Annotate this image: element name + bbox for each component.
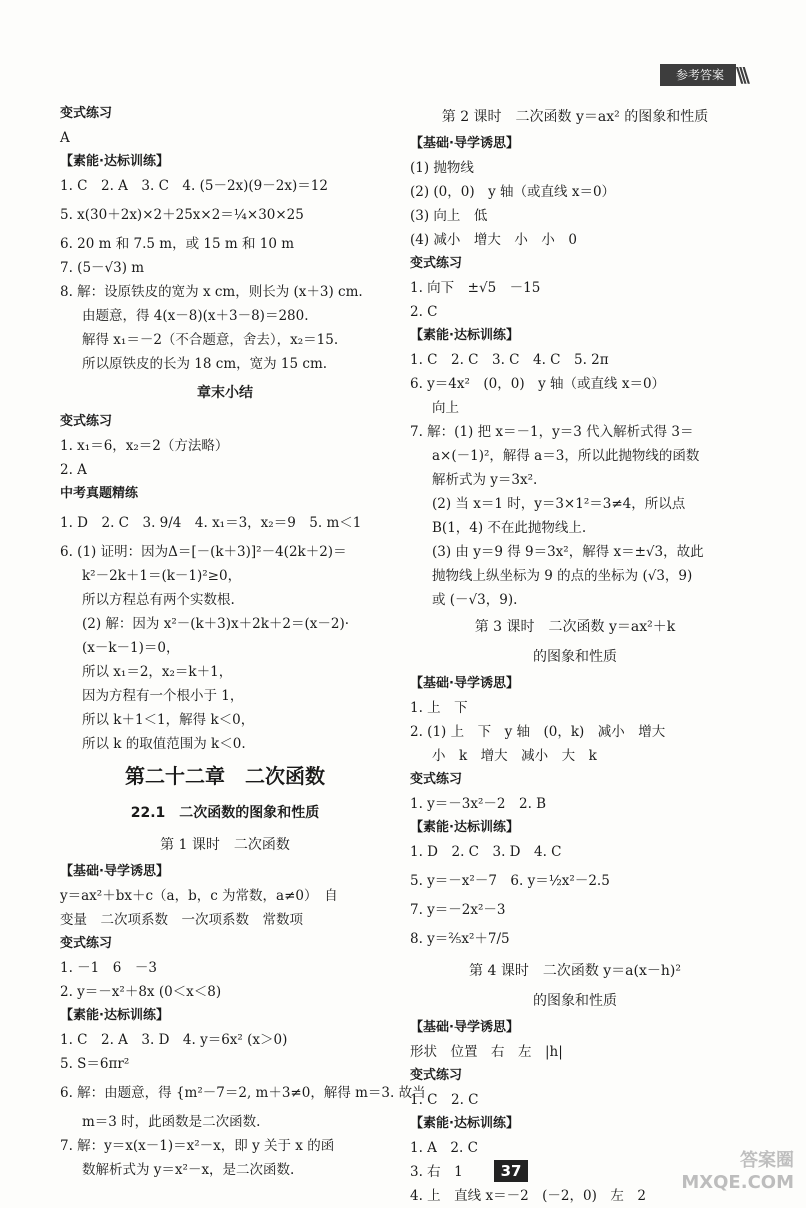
left-line: 变式练习 — [60, 106, 113, 121]
left-line: 所以 x₁＝2，x₂＝k＋1， — [82, 664, 233, 680]
right-line: (4) 减小 增大 小 小 0 — [410, 232, 578, 248]
left-line: 【素能·达标训练】 — [60, 1008, 169, 1023]
left-line: 6. 20 m 和 7.5 m，或 15 m 和 10 m — [60, 236, 295, 252]
right-line: 向上 — [432, 400, 459, 416]
left-line: 第二十二章 二次函数 — [125, 764, 325, 788]
left-line: y＝ax²＋bx＋c（a，b，c 为常数，a≠0） 自 — [60, 888, 338, 904]
right-line: 2. (1) 上 下 y 轴 (0，k) 减小 增大 — [410, 724, 666, 740]
left-line: m＝3 时，此函数是二次函数. — [82, 1114, 261, 1130]
right-line: 变式练习 — [410, 772, 463, 787]
left-line: 变式练习 — [60, 414, 113, 429]
left-line: 变量 二次项系数 一次项系数 常数项 — [60, 912, 303, 928]
right-line: 1. C 2. C — [410, 1092, 479, 1108]
section-tab: 参考答案 — [660, 64, 736, 86]
right-line: (3) 由 y＝9 得 9＝3x²，解得 x＝±√3，故此 — [432, 544, 704, 560]
right-column — [410, 102, 740, 1208]
left-line: 所以 k＋1＜1，解得 k＜0， — [82, 712, 255, 728]
right-line: 第 4 课时 二次函数 y＝a(x－h)² — [469, 963, 681, 979]
right-line: 第 2 课时 二次函数 y＝ax² 的图象和性质 — [441, 109, 709, 125]
right-line: 变式练习 — [410, 1068, 463, 1083]
right-line: 小 k 增大 减小 大 k — [432, 748, 597, 764]
right-line: (2) 当 x＝1 时，y＝3×1²＝3≠4，所以点 — [432, 496, 686, 512]
left-line: 6. (1) 证明：因为Δ＝[－(k＋3)]²－4(2k＋2)＝ — [60, 544, 347, 560]
right-line: 3. 右 1 — [410, 1164, 463, 1180]
left-line: 所以 k 的取值范围为 k＜0. — [82, 736, 246, 752]
right-line: 1. y＝－3x²－2 2. B — [410, 796, 547, 812]
left-line: 因为方程有一个根小于 1， — [82, 688, 244, 704]
right-line: 【基础·导学诱思】 — [410, 136, 519, 151]
left-line: 【基础·导学诱思】 — [60, 864, 169, 879]
right-line: 6. y＝4x² (0，0) y 轴（或直线 x＝0） — [410, 376, 666, 392]
right-line: 解析式为 y＝3x². — [432, 472, 538, 488]
left-line: 数解析式为 y＝x²－x，是二次函数. — [82, 1162, 295, 1178]
left-line: 8. 解：设原铁皮的宽为 x cm，则长为 (x＋3) cm. — [60, 284, 363, 300]
left-line: 7. (5－√3) m — [60, 260, 145, 276]
left-line: 第 1 课时 二次函数 — [160, 837, 290, 853]
left-line: 6. 解：由题意，得 {m²－7＝2, m＋3≠0，解得 m＝3. 故当 — [60, 1085, 426, 1101]
right-line: 变式练习 — [410, 256, 463, 271]
left-line: 1. x₁＝6，x₂＝2（方法略） — [60, 438, 229, 454]
right-line: 1. D 2. C 3. D 4. C — [410, 844, 562, 860]
right-line: 【基础·导学诱思】 — [410, 676, 519, 691]
left-line: 中考真题精练 — [60, 486, 139, 501]
left-line: 解得 x₁＝－2（不合题意，舍去），x₂＝15. — [82, 332, 339, 348]
left-line: 5. x(30＋2x)×2＋25x×2＝¼×30×25 — [60, 207, 304, 223]
right-line: 5. y＝－x²－7 6. y＝½x²－2.5 — [410, 873, 610, 889]
right-line: (2) (0，0) y 轴（或直线 x＝0） — [410, 184, 616, 200]
right-line: 形状 位置 右 左 |h| — [410, 1044, 563, 1060]
left-line: 1. D 2. C 3. 9/4 4. x₁＝3，x₂＝9 5. m＜1 — [60, 515, 362, 531]
right-line: (3) 向上 低 — [410, 208, 488, 224]
watermark: 答案圈 MXQE.COM — [681, 1150, 794, 1193]
left-line: 7. 解：y＝x(x－1)＝x²－x，即 y 关于 x 的函 — [60, 1138, 335, 1154]
left-column — [60, 102, 426, 1182]
right-line: B(1，4) 不在此抛物线上. — [432, 520, 587, 536]
right-line: 或 (－√3，9). — [432, 592, 518, 608]
left-line: (x－k－1)＝0， — [82, 640, 180, 656]
left-line: 5. S＝6πr² — [60, 1056, 130, 1072]
right-line: 【素能·达标训练】 — [410, 328, 519, 343]
right-line: 的图象和性质 — [533, 649, 617, 665]
right-line: (1) 抛物线 — [410, 160, 474, 176]
left-line: 所以方程总有两个实数根. — [82, 592, 235, 608]
left-line: A — [60, 130, 70, 146]
left-line: 【素能·达标训练】 — [60, 154, 169, 169]
right-line: 1. C 2. C 3. C 4. C 5. 2π — [410, 352, 609, 368]
left-line: 2. y＝－x²＋8x (0＜x＜8) — [60, 984, 222, 1000]
left-line: 22.1 二次函数的图象和性质 — [130, 805, 320, 821]
right-line: 【素能·达标训练】 — [410, 820, 519, 835]
right-line: 4. 上 直线 x＝－2 (－2，0) 左 2 — [410, 1188, 646, 1204]
right-line: 2. C — [410, 304, 438, 320]
right-line: 第 3 课时 二次函数 y＝ax²＋k — [474, 619, 676, 635]
left-line: 章末小结 — [197, 385, 253, 401]
right-line: 抛物线上纵坐标为 9 的点的坐标为 (√3，9) — [432, 568, 693, 584]
right-line: 【基础·导学诱思】 — [410, 1020, 519, 1035]
right-line: 7. y＝－2x²－3 — [410, 902, 506, 918]
left-line: 1. C 2. A 3. C 4. (5－2x)(9－2x)＝12 — [60, 178, 328, 194]
right-line: 的图象和性质 — [533, 993, 617, 1009]
left-line: k²－2k＋1＝(k－1)²≥0， — [82, 568, 242, 584]
left-line: 变式练习 — [60, 936, 113, 951]
right-line: 7. 解：(1) 把 x＝－1，y＝3 代入解析式得 3＝ — [410, 424, 694, 440]
left-line: (2) 解：因为 x²－(k＋3)x＋2k＋2＝(x－2)· — [82, 616, 350, 632]
left-line: 1. C 2. A 3. D 4. y＝6x² (x＞0) — [60, 1032, 288, 1048]
left-line: 所以原铁皮的长为 18 cm，宽为 15 cm. — [82, 356, 328, 372]
right-line: 1. 上 下 — [410, 700, 468, 716]
tab-slashes-decoration: \\\ — [736, 63, 746, 87]
left-line: 2. A — [60, 462, 87, 478]
right-line: 1. A 2. C — [410, 1140, 478, 1156]
page-number: 37 — [494, 1160, 528, 1182]
right-line: 8. y＝⅖x²＋7/5 — [410, 931, 510, 947]
right-line: 1. 向下 ±√5 －15 — [410, 280, 541, 296]
left-line: 1. －1 6 －3 — [60, 960, 157, 976]
right-line: a×(－1)²，解得 a＝3，所以此抛物线的函数 — [432, 448, 700, 464]
right-line: 【素能·达标训练】 — [410, 1116, 519, 1131]
left-line: 由题意，得 4(x－8)(x＋3－8)＝280. — [82, 308, 309, 324]
